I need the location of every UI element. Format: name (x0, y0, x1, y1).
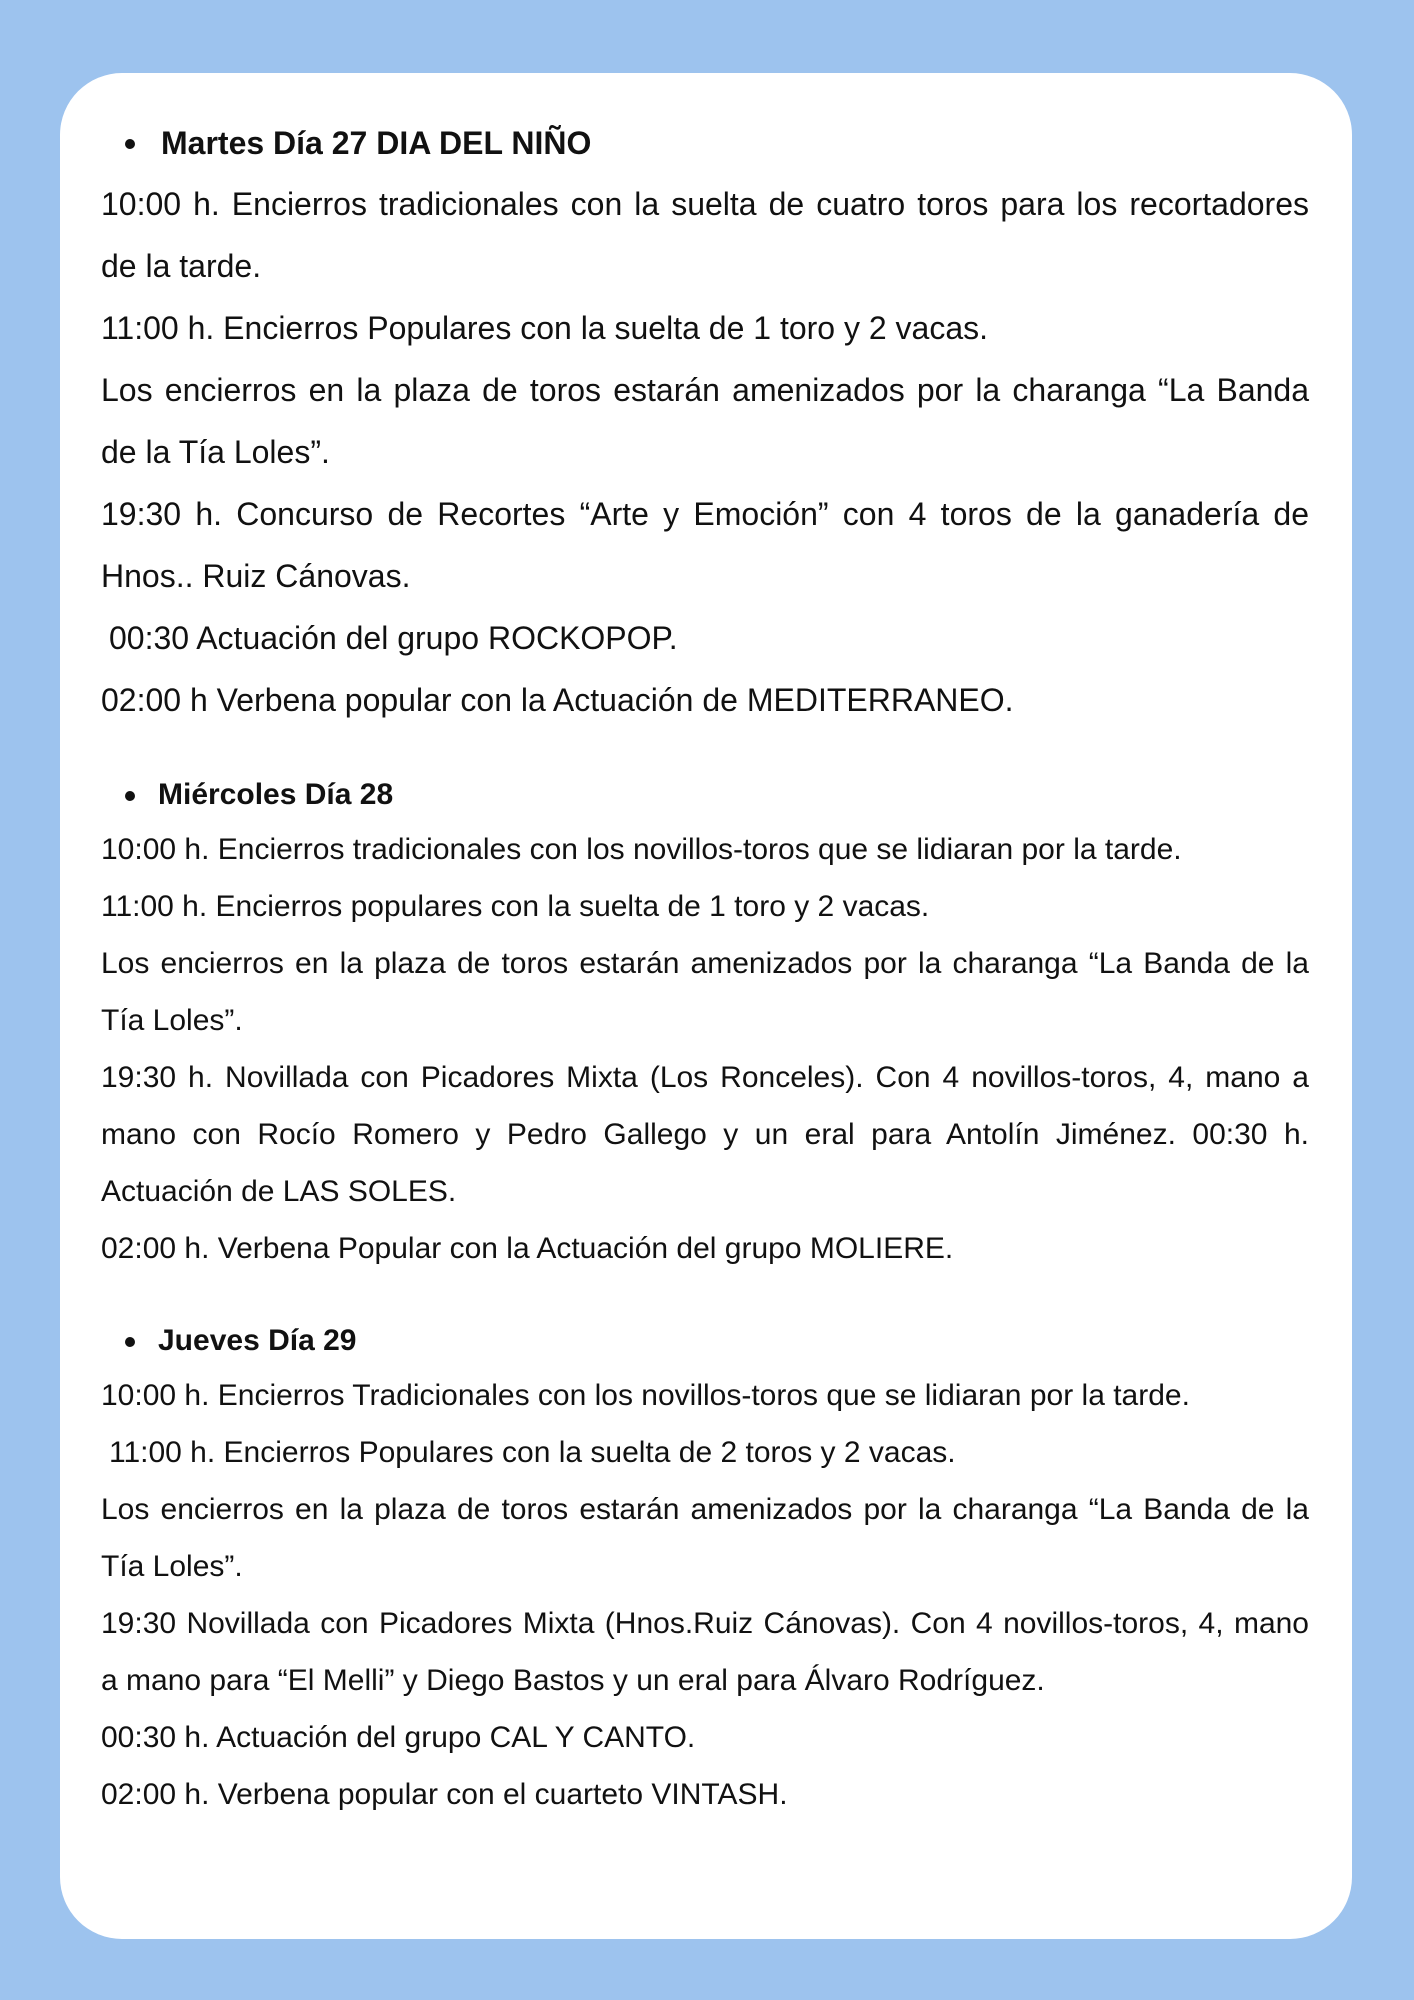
event-item: 11:00 h. Encierros Populares con la suelta de 2 toros y 2 vacas. (109, 1436, 956, 1469)
event-item: 10:00 h. Encierros Tradicionales con los novillos-toros que se lidiaran por la tarde. (101, 1379, 1190, 1412)
day-section-miercoles (101, 773, 1309, 1277)
day-heading-text: Jueves Día 29 (158, 1324, 357, 1357)
bullet-icon (125, 791, 135, 801)
event-item: Los encierros en la plaza de toros estarán amenizados por la charanga “La Banda de la Tía Loles”. (101, 372, 1309, 470)
day-heading-text: Martes Día 27 DIA DEL NIÑO (161, 125, 592, 161)
event-item: 10:00 h. Encierros tradicionales con los novillos-toros que se lidiaran por la tarde. (101, 833, 1182, 866)
event-item: Los encierros en la plaza de toros estarán amenizados por la charanga “La Banda de la Tía Loles”. (101, 947, 1309, 1037)
event-item: 10:00 h. Encierros tradicionales con la suelta de cuatro toros para los recortadores de la tarde. (101, 186, 1309, 284)
day-heading (101, 773, 1309, 817)
day-heading (101, 1319, 1309, 1363)
event-item: 00:30 Actuación del grupo ROCKOPOP. (109, 620, 678, 656)
bullet-icon (125, 1337, 135, 1347)
event-item: 19:30 h. Concurso de Recortes “Arte y Emoción” con 4 toros de la ganadería de Hnos.. Ruiz Cánovas. (101, 496, 1309, 594)
event-item: 19:30 Novillada con Picadores Mixta (Hnos.Ruiz Cánovas). Con 4 novillos-toros, 4, mano a mano para “El Melli” y Diego Bastos y un eral para Álvaro Rodríguez. (101, 1607, 1309, 1697)
event-item: Los encierros en la plaza de toros estarán amenizados por la charanga “La Banda de la Tía Loles”. (101, 1493, 1309, 1583)
day-heading (101, 118, 1309, 168)
day-heading-text: Miércoles Día 28 (158, 778, 394, 811)
event-item: 19:30 h. Novillada con Picadores Mixta (Los Ronceles). Con 4 novillos-toros, 4, mano a mano con Rocío Romero y Pedro Gallego y un eral para Antolín Jiménez. 00:30 h. Actuación de LAS SOLES. (101, 1061, 1309, 1208)
event-item: 00:30 h. Actuación del grupo CAL Y CANTO. (101, 1721, 696, 1754)
event-item: 11:00 h. Encierros populares con la suelta de 1 toro y 2 vacas. (101, 890, 930, 923)
bullet-icon (125, 139, 135, 149)
event-item: 11:00 h. Encierros Populares con la suelta de 1 toro y 2 vacas. (101, 310, 989, 346)
event-item: 02:00 h. Verbena Popular con la Actuación del grupo MOLIERE. (101, 1232, 954, 1265)
event-item: 02:00 h. Verbena popular con el cuarteto VINTASH. (101, 1778, 788, 1811)
day-section-martes (101, 118, 1309, 731)
day-section-jueves (101, 1319, 1309, 1823)
event-item: 02:00 h Verbena popular con la Actuación de MEDITERRANEO. (101, 682, 1014, 718)
